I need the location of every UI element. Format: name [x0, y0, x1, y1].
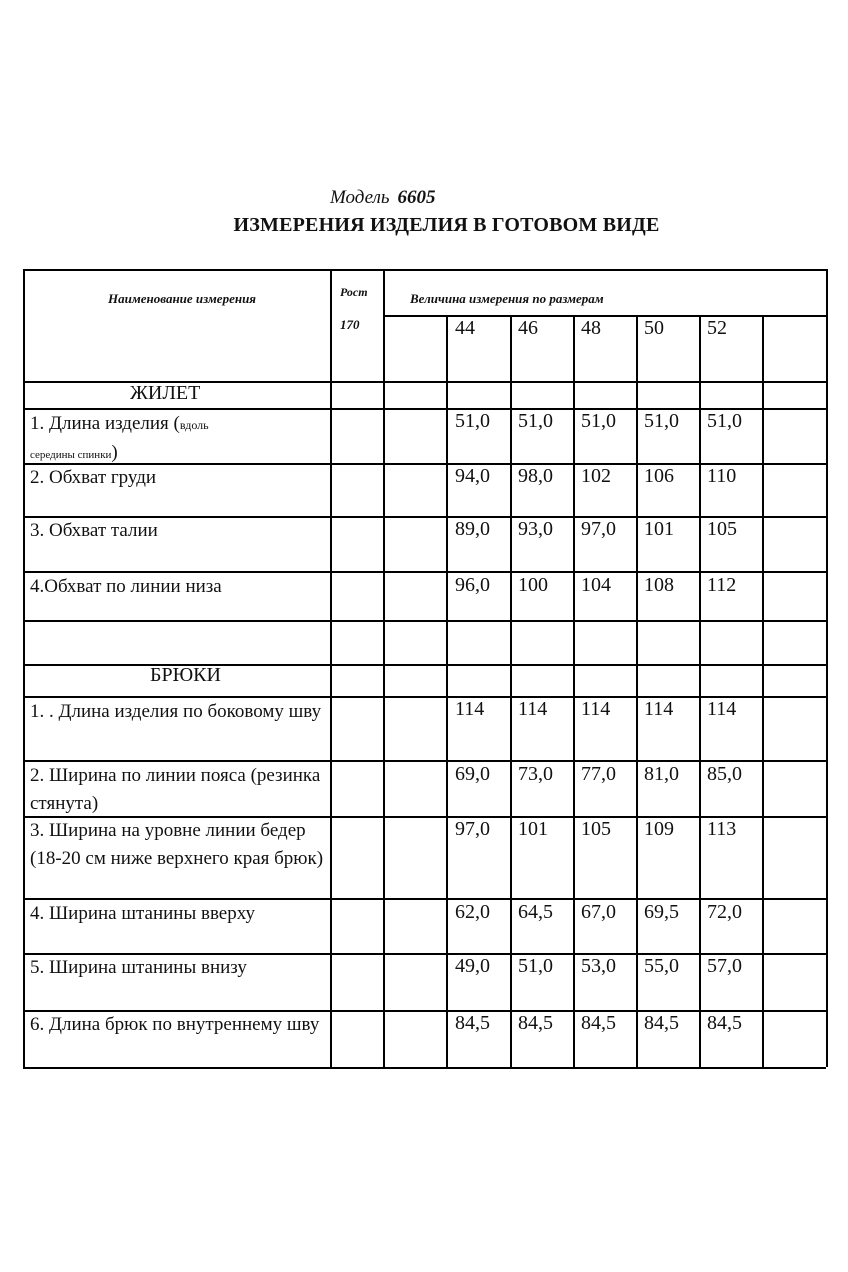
- row-label: 2. Ширина по линии пояса (резинка стянута): [30, 765, 321, 814]
- measurement-value: 110: [707, 465, 737, 487]
- measurement-value: 105: [707, 518, 737, 540]
- measurement-value: 69,0: [455, 763, 490, 785]
- measurement-value: 97,0: [455, 818, 490, 840]
- row-label: 4.Обхват по линии низа: [30, 576, 222, 597]
- measurement-value: 55,0: [644, 955, 679, 977]
- grid-line: [826, 269, 828, 1067]
- measurement-value: 49,0: [455, 955, 490, 977]
- measurement-value: 51,0: [518, 955, 553, 977]
- model-line: [330, 187, 436, 209]
- measurement-value: 114: [707, 698, 737, 720]
- measurement-value: 114: [518, 698, 548, 720]
- row-label: 4. Ширина штанины вверху: [30, 903, 256, 924]
- measurement-value: 69,5: [644, 901, 679, 923]
- grid-line: [23, 620, 826, 622]
- measurement-value: 51,0: [518, 410, 553, 432]
- measurement-value: 51,0: [707, 410, 742, 432]
- row-label: 1. . Длина изделия по боковому шву: [30, 701, 322, 722]
- measurement-value: 51,0: [455, 410, 490, 432]
- measurement-value: 53,0: [581, 955, 616, 977]
- grid-line: [383, 269, 385, 1067]
- measurement-value: 106: [644, 465, 674, 487]
- measurement-value: 105: [581, 818, 611, 840]
- measurement-value: 89,0: [455, 518, 490, 540]
- row-label: 3. Ширина на уровне линии бедер (18-20 см ниже верхнего края брюк): [30, 820, 324, 869]
- header-height-value: 170: [340, 317, 360, 332]
- measurement-value: 96,0: [455, 574, 490, 596]
- header-height-label: Рост: [340, 285, 368, 299]
- measurement-value: 114: [644, 698, 674, 720]
- measurement-value: 102: [581, 465, 611, 487]
- row-label: 6. Длина брюк по внутреннему шву: [30, 1014, 320, 1035]
- measurement-value: 94,0: [455, 465, 490, 487]
- row-label: 3. Обхват талии: [30, 520, 158, 541]
- grid-line: [23, 1067, 826, 1069]
- measurement-value: 112: [707, 574, 737, 596]
- measurement-value: 109: [644, 818, 674, 840]
- measurement-value: 113: [707, 818, 737, 840]
- measurement-value: 81,0: [644, 763, 679, 785]
- measurement-value: 62,0: [455, 901, 490, 923]
- measurement-value: 51,0: [644, 410, 679, 432]
- size-52: 52: [707, 317, 727, 339]
- model-label: Модель: [330, 187, 390, 208]
- header-measurement-name: Наименование измерения: [108, 291, 256, 306]
- measurement-value: 77,0: [581, 763, 616, 785]
- measurement-value: 67,0: [581, 901, 616, 923]
- model-number: 6605: [397, 187, 436, 208]
- measurement-value: 108: [644, 574, 674, 596]
- measurement-value: 114: [455, 698, 485, 720]
- measurement-value: 84,5: [644, 1012, 679, 1034]
- section-title-trousers: БРЮКИ: [150, 664, 221, 686]
- measurement-value: 64,5: [518, 901, 553, 923]
- grid-line: [23, 269, 826, 271]
- size-44: 44: [455, 317, 475, 339]
- size-50: 50: [644, 317, 664, 339]
- size-46: 46: [518, 317, 538, 339]
- measurement-value: 93,0: [518, 518, 553, 540]
- measurement-value: 101: [518, 818, 548, 840]
- grid-line: [330, 269, 332, 1067]
- measurement-value: 100: [518, 574, 548, 596]
- grid-line: [383, 315, 826, 317]
- measurement-value: 51,0: [581, 410, 616, 432]
- row-label: 2. Обхват груди: [30, 467, 157, 488]
- measurement-value: 101: [644, 518, 674, 540]
- measurement-value: 84,5: [581, 1012, 616, 1034]
- grid-line: [23, 664, 826, 666]
- measurement-value: 73,0: [518, 763, 553, 785]
- header-sizes-label: Величина измерения по размерам: [410, 291, 604, 306]
- measurement-value: 84,5: [455, 1012, 490, 1034]
- measurement-value: 114: [581, 698, 611, 720]
- row-label: 1. Длина изделия (вдоль середины спинки): [30, 413, 209, 463]
- measurement-value: 84,5: [707, 1012, 742, 1034]
- measurement-value: 84,5: [518, 1012, 553, 1034]
- measurement-value: 104: [581, 574, 611, 596]
- grid-line: [23, 269, 25, 1067]
- page-title: ИЗМЕРЕНИЯ ИЗДЕЛИЯ В ГОТОВОМ ВИДЕ: [233, 214, 660, 236]
- section-title-vest: ЖИЛЕТ: [130, 382, 201, 404]
- measurement-value: 85,0: [707, 763, 742, 785]
- row-label: 5. Ширина штанины внизу: [30, 957, 247, 978]
- measurement-value: 98,0: [518, 465, 553, 487]
- measurement-value: 57,0: [707, 955, 742, 977]
- measurement-value: 72,0: [707, 901, 742, 923]
- size-48: 48: [581, 317, 601, 339]
- measurement-value: 97,0: [581, 518, 616, 540]
